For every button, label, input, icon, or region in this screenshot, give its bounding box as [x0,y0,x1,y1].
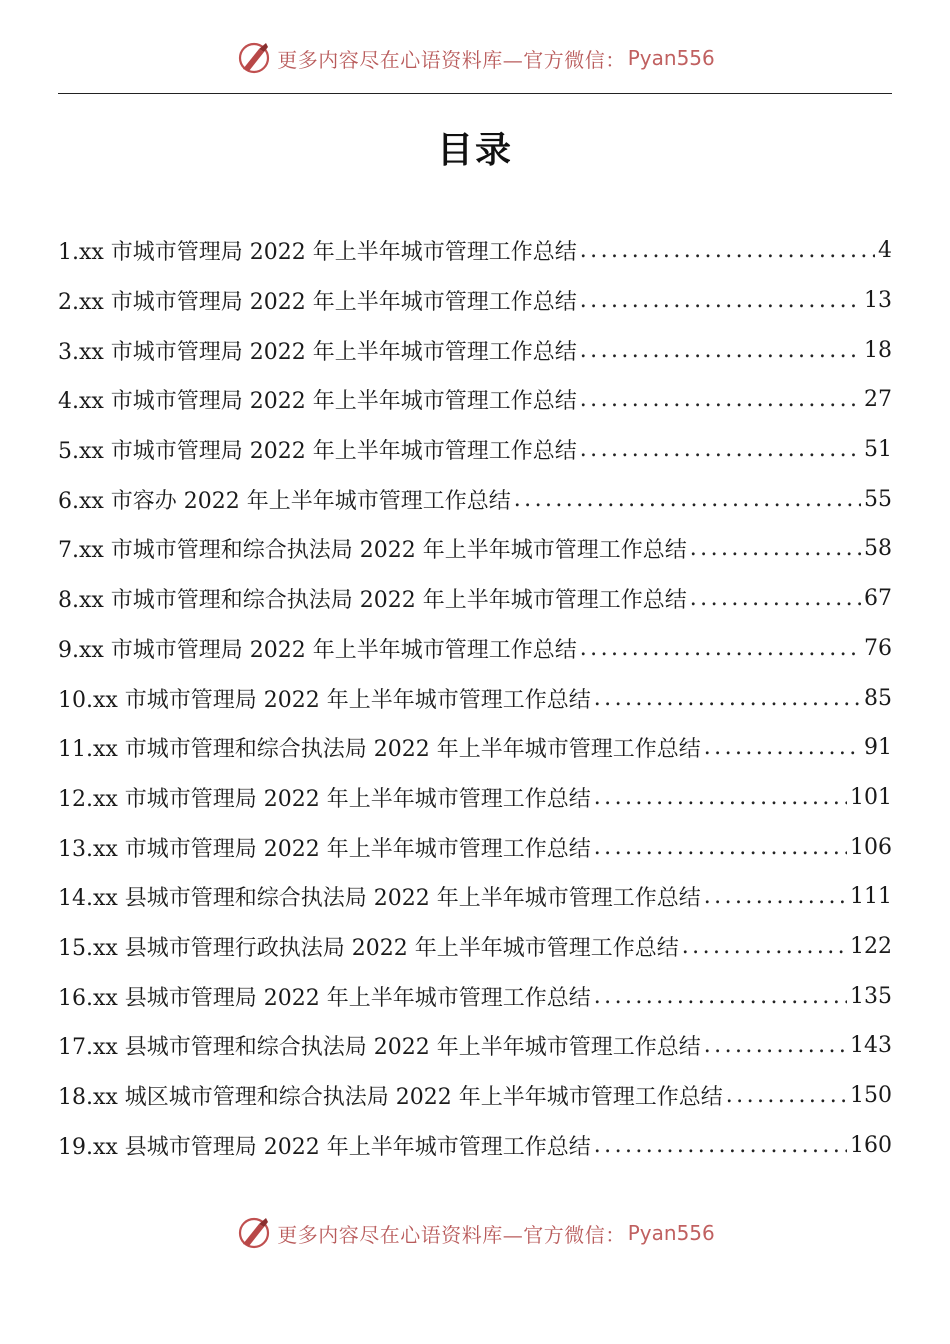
toc-page-number: 111 [850,884,892,910]
table-of-contents [58,226,892,1170]
toc-entry[interactable] [58,574,892,624]
toc-entry-title: 6.xx 市容办 2022 年上半年城市管理工作总结 [58,488,511,514]
toc-entry[interactable] [58,1071,892,1121]
toc-page-number: 122 [850,933,892,959]
toc-entry[interactable] [58,1120,892,1170]
toc-dot-leader [580,437,861,462]
toc-dot-leader [682,934,847,959]
toc-entry[interactable] [58,624,892,674]
toc-page-number: 58 [864,536,892,562]
banner-wechat-id: Pyan556 [627,46,715,70]
toc-dot-leader [594,984,847,1009]
toc-dot-leader [514,487,861,512]
toc-page-number: 76 [864,635,892,661]
toc-entry[interactable] [58,773,892,823]
toc-dot-leader [704,735,861,760]
toc-entry-title: 13.xx 市城市管理局 2022 年上半年城市管理工作总结 [58,836,591,862]
toc-entry-title: 10.xx 市城市管理局 2022 年上半年城市管理工作总结 [58,687,591,713]
toc-dot-leader [594,785,847,810]
toc-dot-leader [594,1133,847,1158]
toc-page-number: 51 [864,437,892,463]
toc-entry[interactable] [58,922,892,972]
toc-entry-title: 8.xx 市城市管理和综合执法局 2022 年上半年城市管理工作总结 [58,588,687,614]
toc-entry-title: 9.xx 市城市管理局 2022 年上半年城市管理工作总结 [58,637,577,663]
toc-entry-title: 14.xx 县城市管理和综合执法局 2022 年上半年城市管理工作总结 [58,886,701,912]
toc-dot-leader [580,238,875,263]
toc-entry-title: 12.xx 市城市管理局 2022 年上半年城市管理工作总结 [58,786,591,812]
toc-entry[interactable] [58,673,892,723]
toc-dot-leader [580,338,861,363]
toc-dot-leader [580,636,861,661]
toc-page-number: 101 [850,784,892,810]
toc-entry[interactable] [58,872,892,922]
toc-entry[interactable] [58,325,892,375]
header-banner [0,38,950,78]
toc-page-number: 13 [864,288,892,314]
toc-dot-leader [594,686,861,711]
toc-entry[interactable] [58,425,892,475]
toc-entry[interactable] [58,474,892,524]
toc-page-number: 18 [864,337,892,363]
toc-entry[interactable] [58,1021,892,1071]
header-rule [58,93,892,94]
toc-entry-title: 19.xx 县城市管理局 2022 年上半年城市管理工作总结 [58,1134,591,1160]
toc-page-number: 106 [850,834,892,860]
banner-text: 更多内容尽在心语资料库—官方微信： [277,47,626,72]
toc-dot-leader [704,884,847,909]
toc-entry-title: 4.xx 市城市管理局 2022 年上半年城市管理工作总结 [58,389,577,415]
footer-banner [0,1213,950,1253]
toc-page-number: 135 [850,983,892,1009]
toc-dot-leader [594,835,847,860]
toc-entry[interactable] [58,723,892,773]
toc-page-number: 27 [864,387,892,413]
toc-entry[interactable] [58,822,892,872]
toc-dot-leader [690,586,861,611]
toc-page-number: 4 [878,238,892,264]
toc-entry-title: 18.xx 城区城市管理和综合执法局 2022 年上半年城市管理工作总结 [58,1085,723,1111]
toc-page-number: 55 [864,486,892,512]
toc-entry-title: 15.xx 县城市管理行政执法局 2022 年上半年城市管理工作总结 [58,935,679,961]
toc-entry-title: 16.xx 县城市管理局 2022 年上半年城市管理工作总结 [58,985,591,1011]
toc-page-number: 91 [864,735,892,761]
toc-dot-leader [690,536,861,561]
toc-entry-title: 5.xx 市城市管理局 2022 年上半年城市管理工作总结 [58,439,577,465]
toc-entry[interactable] [58,226,892,276]
toc-dot-leader [704,1033,847,1058]
banner-text: 更多内容尽在心语资料库—官方微信： [277,1222,626,1247]
toc-entry-title: 3.xx 市城市管理局 2022 年上半年城市管理工作总结 [58,339,577,365]
toc-entry[interactable] [58,971,892,1021]
toc-dot-leader [726,1083,847,1108]
banner-wechat-id: Pyan556 [627,1221,715,1245]
fountain-pen-logo-icon [235,39,273,77]
toc-page-number: 150 [850,1083,892,1109]
toc-entry-title: 11.xx 市城市管理和综合执法局 2022 年上半年城市管理工作总结 [58,737,701,763]
toc-entry-title: 7.xx 市城市管理和综合执法局 2022 年上半年城市管理工作总结 [58,538,687,564]
toc-page-number: 160 [850,1132,892,1158]
toc-page-number: 67 [864,586,892,612]
toc-entry-title: 1.xx 市城市管理局 2022 年上半年城市管理工作总结 [58,240,577,266]
toc-entry-title: 2.xx 市城市管理局 2022 年上半年城市管理工作总结 [58,290,577,316]
page-title: 目录 [436,129,513,171]
toc-entry-title: 17.xx 县城市管理和综合执法局 2022 年上半年城市管理工作总结 [58,1035,701,1061]
toc-entry[interactable] [58,524,892,574]
toc-entry[interactable] [58,276,892,326]
fountain-pen-logo-icon [235,1214,273,1252]
toc-page-number: 85 [864,685,892,711]
toc-dot-leader [580,387,861,412]
toc-page-number: 143 [850,1033,892,1059]
toc-entry[interactable] [58,375,892,425]
toc-dot-leader [580,288,861,313]
